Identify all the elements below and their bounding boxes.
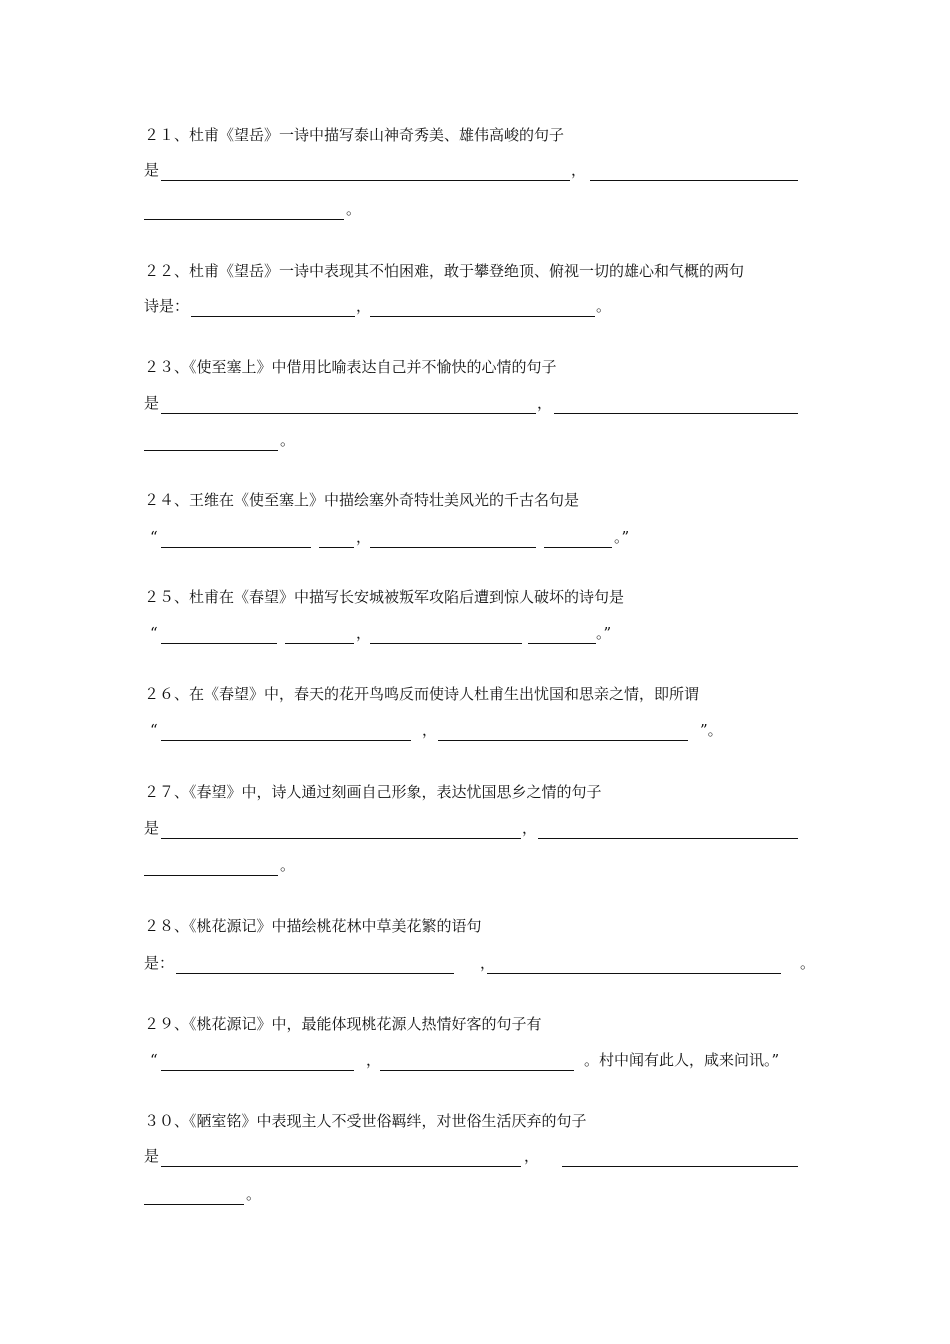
answer-blank[interactable] xyxy=(144,1184,244,1205)
answer-lead: “ xyxy=(150,1051,158,1069)
answer-end: 。 xyxy=(346,200,362,218)
answer-blank[interactable] xyxy=(544,527,612,548)
answer-blank[interactable] xyxy=(528,623,596,644)
answer-blank[interactable] xyxy=(590,160,798,181)
answer-blank[interactable] xyxy=(161,1050,354,1071)
answer-end: 。村中闻有此人，咸来问讯。” xyxy=(584,1051,780,1069)
answer-end: 。 xyxy=(280,856,296,874)
answer-blank[interactable] xyxy=(161,623,277,644)
answer-blank[interactable] xyxy=(370,296,595,317)
answer-end: ”。 xyxy=(700,721,723,739)
answer-blank[interactable] xyxy=(438,720,688,741)
answer-lead: “ xyxy=(150,624,158,642)
question-24-prompt: ２４、王维在《使至塞上》中描绘塞外奇特壮美风光的千古名句是 xyxy=(144,491,580,509)
answer-separator: ， xyxy=(356,528,372,546)
answer-lead: 是 xyxy=(144,394,160,412)
answer-blank[interactable] xyxy=(487,953,781,974)
answer-blank[interactable] xyxy=(319,527,354,548)
question-22-prompt: ２２、杜甫《望岳》一诗中表现其不怕困难，敢于攀登绝顶、俯视一切的雄心和气概的两句 xyxy=(144,262,745,280)
answer-lead: “ xyxy=(150,528,158,546)
answer-end: 。 xyxy=(800,954,816,972)
question-30-prompt: ３０、《陋室铭》中表现主人不受世俗羁绊，对世俗生活厌弃的句子 xyxy=(144,1112,587,1130)
answer-separator: ， xyxy=(571,161,587,179)
question-23-prompt: ２３、《使至塞上》中借用比喻表达自己并不愉快的心情的句子 xyxy=(144,358,557,376)
answer-separator: ， xyxy=(356,624,372,642)
answer-separator: ， xyxy=(537,394,553,412)
answer-blank[interactable] xyxy=(161,527,311,548)
answer-blank[interactable] xyxy=(161,1146,521,1167)
answer-end: 。” xyxy=(596,624,612,642)
answer-blank[interactable] xyxy=(161,393,536,414)
question-29-prompt: ２９、《桃花源记》中，最能体现桃花源人热情好客的句子有 xyxy=(144,1015,542,1033)
answer-end: 。 xyxy=(246,1185,262,1203)
answer-lead: 是 xyxy=(144,161,160,179)
answer-separator: ， xyxy=(524,1147,540,1165)
answer-blank[interactable] xyxy=(370,623,522,644)
answer-lead: 诗是： xyxy=(144,297,190,315)
answer-lead: “ xyxy=(150,721,158,739)
answer-blank[interactable] xyxy=(161,160,570,181)
answer-blank[interactable] xyxy=(562,1146,798,1167)
answer-separator: ， xyxy=(422,721,438,739)
answer-separator: ， xyxy=(356,297,372,315)
answer-lead: 是： xyxy=(144,954,175,972)
answer-blank[interactable] xyxy=(144,855,278,876)
question-26-prompt: ２６、在《春望》中，春天的花开鸟鸣反而使诗人杜甫生出忧国和思亲之情，即所谓 xyxy=(144,685,700,703)
question-28-prompt: ２８、《桃花源记》中描绘桃花林中草美花繁的语句 xyxy=(144,917,482,935)
answer-end: 。” xyxy=(614,528,630,546)
question-27-prompt: ２７、《春望》中，诗人通过刻画自己形象，表达忧国思乡之情的句子 xyxy=(144,783,602,801)
answer-end: 。 xyxy=(280,431,296,449)
answer-blank[interactable] xyxy=(161,818,521,839)
answer-blank[interactable] xyxy=(285,623,354,644)
question-25-prompt: ２５、杜甫在《春望》中描写长安城被叛军攻陷后遭到惊人破坏的诗句是 xyxy=(144,588,625,606)
answer-separator: ， xyxy=(522,819,538,837)
answer-blank[interactable] xyxy=(144,199,344,220)
answer-lead: 是 xyxy=(144,1147,160,1165)
answer-blank[interactable] xyxy=(191,296,355,317)
answer-lead: 是 xyxy=(144,819,160,837)
answer-blank[interactable] xyxy=(554,393,798,414)
answer-separator: ， xyxy=(366,1051,382,1069)
answer-end: 。 xyxy=(596,297,612,315)
answer-blank[interactable] xyxy=(144,430,278,451)
answer-blank[interactable] xyxy=(380,1050,574,1071)
answer-blank[interactable] xyxy=(176,953,454,974)
answer-blank[interactable] xyxy=(538,818,798,839)
answer-blank[interactable] xyxy=(370,527,536,548)
answer-blank[interactable] xyxy=(161,720,411,741)
answer-separator: ， xyxy=(480,954,496,972)
question-21-prompt: ２１、杜甫《望岳》一诗中描写泰山神奇秀美、雄伟高峻的句子 xyxy=(144,126,565,144)
